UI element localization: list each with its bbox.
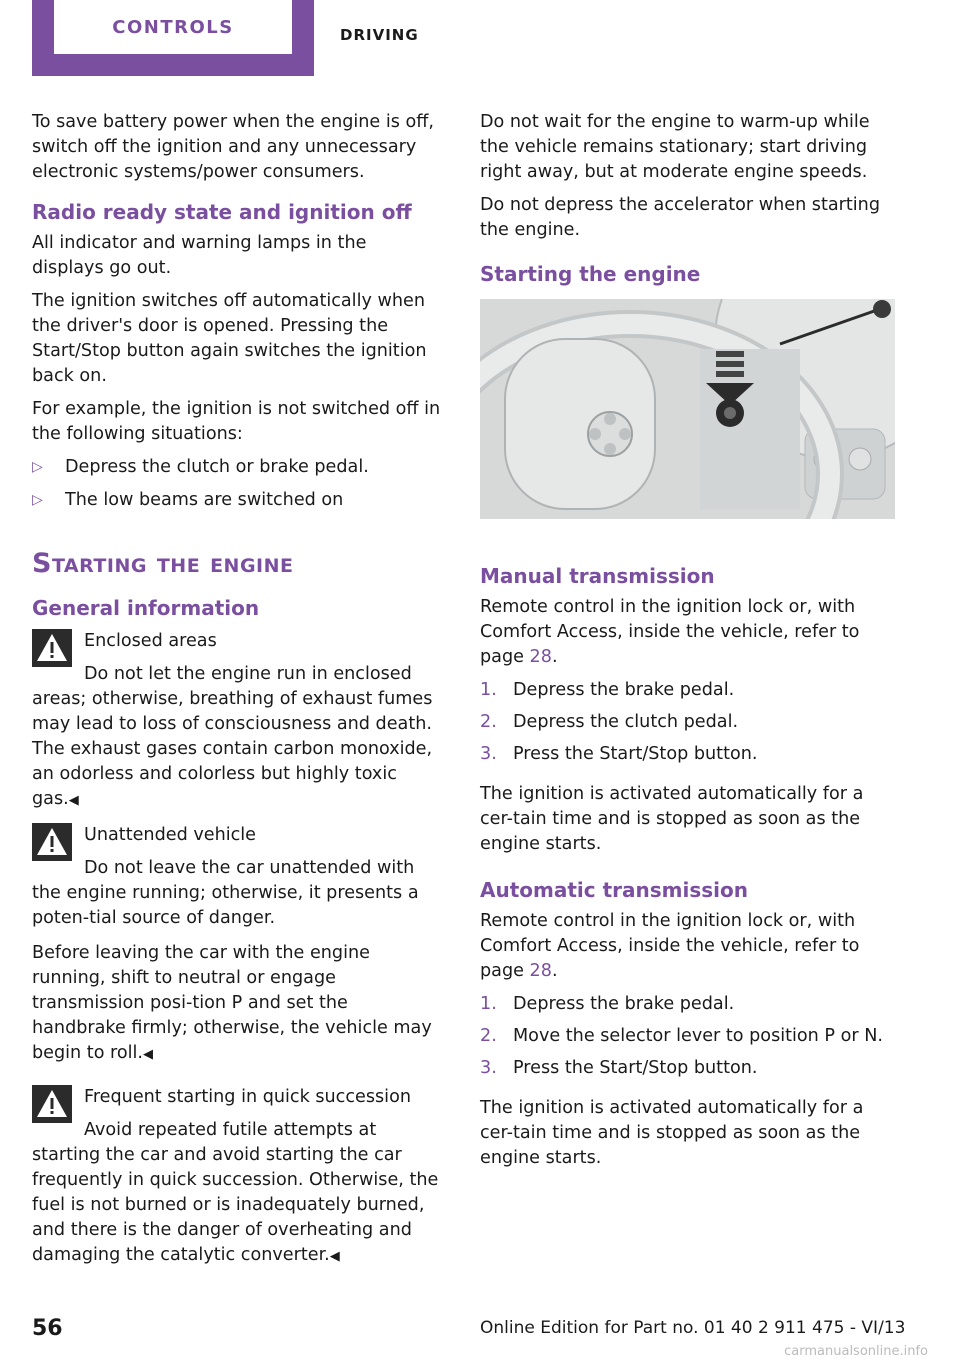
list-item (480, 742, 900, 774)
list-item (480, 1056, 900, 1088)
warning-triangle-icon (32, 823, 72, 861)
battery-paragraph: To save battery power when the engine is off, switch off the ignition and any unnecessary electronic systems/power consumers. (32, 112, 434, 182)
warning-frequent-starting (32, 1085, 442, 1269)
step-number: 1. (480, 994, 497, 1014)
warm-up-paragraph: Do not wait for the engine to warm-up while the vehicle remains stationary; start driving right away, but at moderate engine speeds. (480, 112, 870, 182)
start-stop-button-illustration (480, 299, 895, 519)
end-mark-icon: ◀ (329, 1249, 340, 1264)
triangle-bullet-icon: ▷ (32, 459, 43, 475)
tab-driving[interactable]: DRIVING (340, 26, 419, 44)
edition-footer: Online Edition for Part no. 01 40 2 911 475 - VI/13 (480, 1318, 906, 1338)
list-item (480, 710, 900, 742)
step-text: Move the selector lever to position P or N. (513, 1026, 883, 1046)
page-reference-link[interactable]: 28 (529, 647, 552, 667)
warning-triangle-icon (32, 629, 72, 667)
warning-title: Frequent starting in quick succession (84, 1087, 411, 1107)
manual-steps-list (480, 678, 900, 774)
list-item (32, 455, 442, 488)
step-text: Depress the brake pedal. (513, 680, 735, 700)
section-title-starting-engine: Starting the engine (32, 548, 294, 579)
radio-ready-heading: Radio ready state and ignition off (32, 200, 412, 224)
automatic-intro-paragraph (480, 909, 900, 984)
warning-triangle-icon (32, 1085, 72, 1123)
step-number: 3. (480, 744, 497, 764)
indicator-paragraph: All indicator and warning lamps in the displays go out. (32, 233, 367, 278)
watermark: carmanualsonline.info (784, 1344, 928, 1359)
step-number: 3. (480, 1058, 497, 1078)
left-column (32, 110, 442, 1279)
page-reference-link[interactable]: 28 (529, 961, 552, 981)
automatic-intro-text: Remote control in the ignition lock or, with Comfort Access, inside the vehicle, refer to page (480, 911, 860, 981)
tab-controls[interactable] (32, 0, 314, 76)
period: . (551, 647, 558, 667)
step-text: Depress the clutch pedal. (513, 712, 739, 732)
warning-body-text: Do not let the engine run in enclosed areas; otherwise, breathing of exhaust fumes may lead to loss of consciousness and death. The exhaust gases contain carbon monoxide, an odorless and colorless but highly toxic gas. (32, 664, 433, 809)
list-item-text: The low beams are switched on (65, 490, 344, 510)
step-number: 1. (480, 680, 497, 700)
accelerator-paragraph: Do not depress the accelerator when starting the engine. (480, 195, 880, 240)
example-paragraph: For example, the ignition is not switched off in the following situations: (32, 399, 441, 444)
step-number: 2. (480, 712, 497, 732)
step-text: Press the Start/Stop button. (513, 744, 758, 764)
warning-title: Unattended vehicle (84, 825, 256, 845)
right-column (480, 110, 900, 1179)
list-item (480, 678, 900, 710)
step-text: Press the Start/Stop button. (513, 1058, 758, 1078)
step-number: 2. (480, 1026, 497, 1046)
leaving-car-paragraph (32, 941, 442, 1067)
warning-body (32, 1118, 442, 1269)
warning-enclosed-areas (32, 629, 442, 813)
page-number: 56 (32, 1316, 63, 1341)
warning-body: Do not leave the car unattended with the engine running; otherwise, it presents a poten-tial source of danger. (32, 858, 419, 928)
list-item (480, 992, 900, 1024)
automatic-note-paragraph: The ignition is activated automatically for a cer-tain time and is stopped as soon as the engine starts. (480, 1098, 864, 1168)
end-mark-icon: ◀ (143, 1047, 154, 1062)
period: . (551, 961, 558, 981)
manual-note-paragraph: The ignition is activated automatically for a cer-tain time and is stopped as soon as the engine starts. (480, 784, 864, 854)
leaving-car-text: Before leaving the car with the engine running, shift to neutral or engage transmission posi-tion P and set the handbrake firmly; otherwise, the vehicle may begin to roll. (32, 943, 432, 1063)
step-text: Depress the brake pedal. (513, 994, 735, 1014)
automatic-transmission-heading: Automatic transmission (480, 878, 748, 902)
list-item-text: Depress the clutch or brake pedal. (65, 457, 369, 477)
warning-body (32, 662, 442, 813)
manual-transmission-heading: Manual transmission (480, 564, 715, 588)
triangle-bullet-icon: ▷ (32, 492, 43, 508)
tab-controls-face (54, 0, 292, 54)
manual-intro-text: Remote control in the ignition lock or, with Comfort Access, inside the vehicle, refer to page (480, 597, 860, 667)
ignition-off-paragraph: The ignition switches off automatically when the driver's door is opened. Pressing the Start/Stop button again switches the ignition back on. (32, 291, 427, 386)
warning-unattended-vehicle (32, 823, 442, 931)
end-mark-icon: ◀ (68, 793, 79, 808)
general-information-heading: General information (32, 596, 260, 620)
manual-intro-paragraph (480, 595, 900, 670)
list-item (32, 488, 442, 521)
tab-controls-label: CONTROLS (112, 16, 234, 38)
automatic-steps-list (480, 992, 900, 1088)
warning-body-text: Avoid repeated futile attempts at starting the car and avoid starting the car frequently in quick succession. Otherwise, the fuel is not burned or is inadequately burned, and there is the danger of overheating and damaging the catalytic converter. (32, 1120, 439, 1265)
situations-list (32, 455, 442, 521)
starting-engine-heading: Starting the engine (480, 262, 701, 286)
warning-title: Enclosed areas (84, 631, 217, 651)
list-item (480, 1024, 900, 1056)
